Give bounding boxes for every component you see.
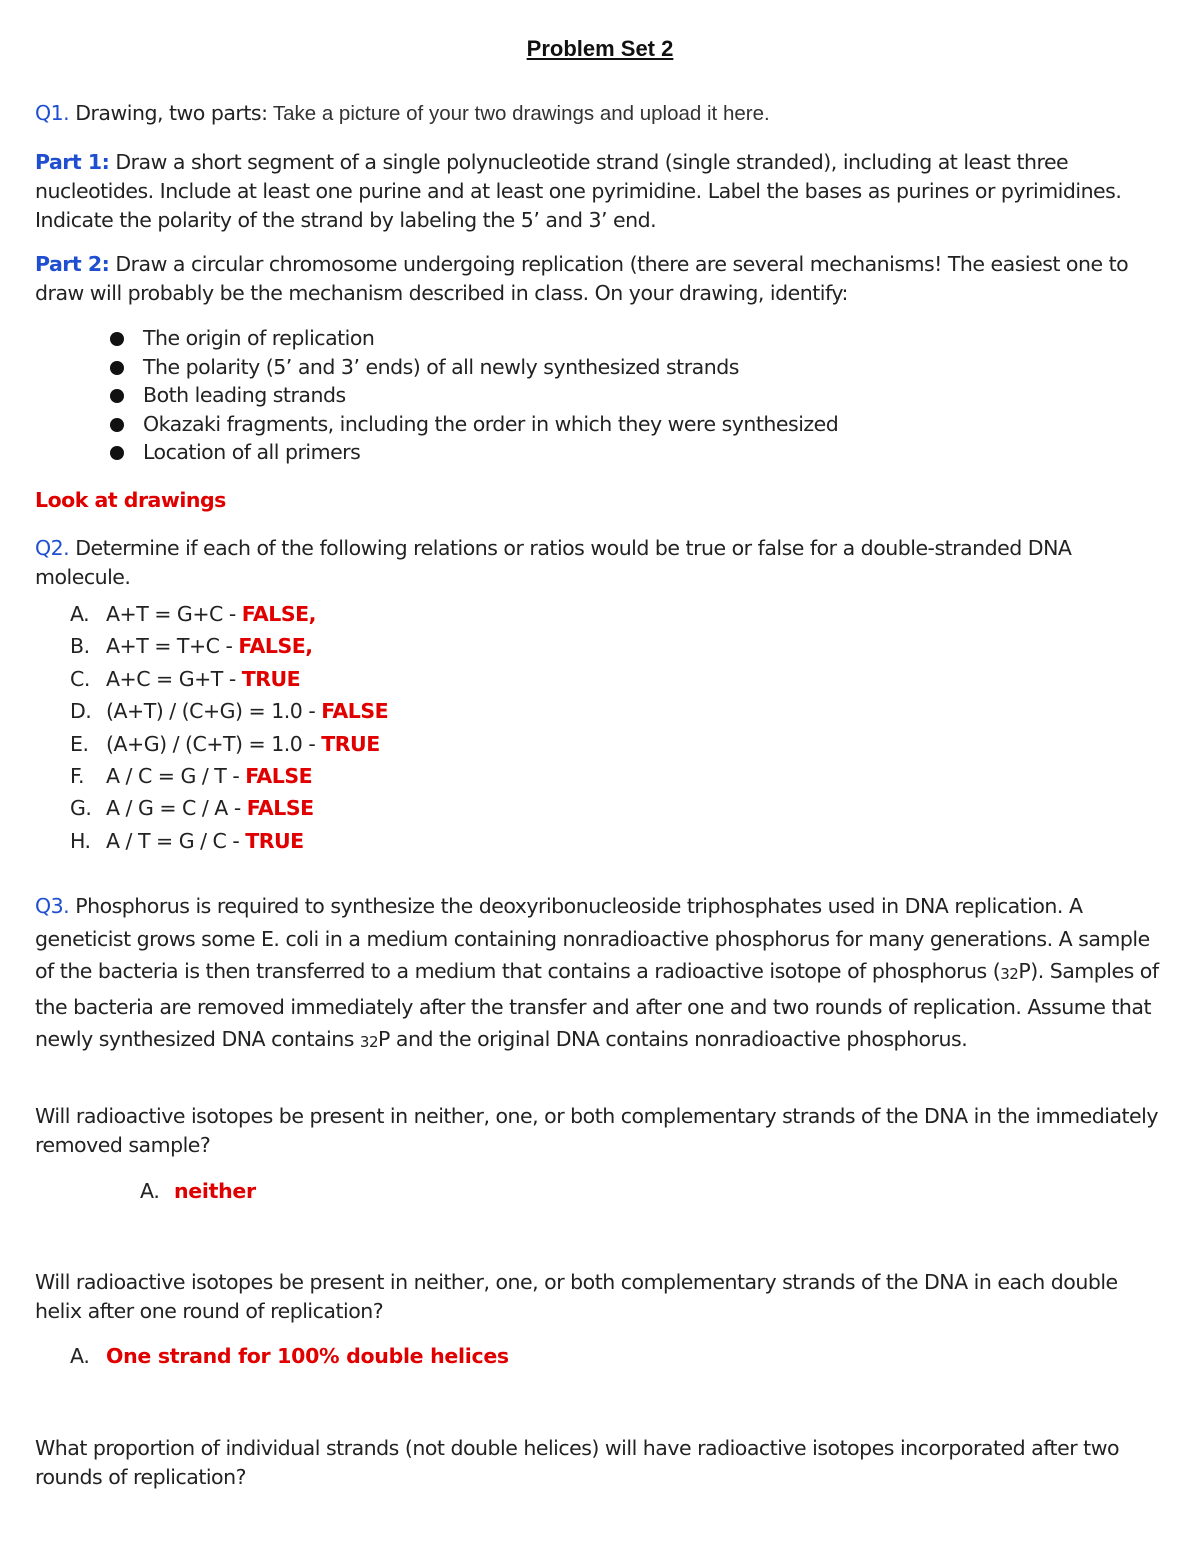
q1-answer: Look at drawings — [35, 488, 226, 512]
bullet-icon — [110, 389, 124, 403]
q3-body: Q3. Phosphorus is required to synthesize the deoxyribonucleoside triphosphates used in DNA replication. A geneticist grows some E. coli in a medium containing nonradioactive phosphorus for many generations. A sample of the bacteria is then transferred to a medium that contains a radioactive isotope of phosphorus $(_{32}P)$. Samples of the bacteria are removed immediately after the transfer and after one and two rounds of replication. Assume that newly synthesized DNA contains $_{32}$P and the original DNA contains nonradioactive phosphorus. — [35, 894, 1159, 1051]
list-item: C. A+C = G+T - TRUE — [70, 666, 301, 691]
list-item: D. (A+T) / (C+G) = 1.0 - FALSE — [70, 699, 389, 724]
q1-instruction: Take a picture of your two drawings and upload it here. — [267, 102, 770, 125]
list-item: B. A+T = T+C - FALSE, — [70, 634, 313, 659]
part2-label: Part 2: — [35, 252, 110, 276]
q1-intro: Drawing, two parts: — [69, 101, 268, 125]
bullet-icon — [110, 418, 124, 432]
part2-bullet-list — [110, 324, 838, 467]
list-item: F. A / C = G / T - FALSE — [70, 764, 313, 789]
isotope-mass-number: 32 — [359, 1033, 378, 1051]
q3-subquestion-1: Will radioactive isotopes be present in neither, one, or both complementary strands of the DNA in the immediately removed sample? — [35, 1104, 1158, 1157]
part2-text: Draw a circular chromosome undergoing replication (there are several mechanisms! The easiest one to draw will probably be the mechanism described in class. On your drawing, identify: — [35, 252, 1129, 305]
list-item: A. A+T = G+C - FALSE, — [70, 602, 316, 626]
list-item: Location of all primers — [110, 438, 838, 467]
q3-answer-2: A. One strand for 100% double helices — [70, 1344, 509, 1368]
list-item: E. (A+G) / (C+T) = 1.0 - TRUE — [70, 731, 380, 756]
list-item: Both leading strands — [110, 381, 838, 410]
list-item: H. A / T = G / C - TRUE — [70, 828, 304, 853]
part1-label: Part 1: — [35, 150, 110, 174]
q3-answer-1: A. neither — [140, 1179, 256, 1203]
q3-label: Q3. — [35, 894, 70, 918]
bullet-icon — [110, 361, 124, 375]
bullet-icon — [110, 446, 124, 460]
list-item: Okazaki fragments, including the order in which they were synthesized — [110, 410, 838, 439]
page-title: Problem Set 2 — [526, 36, 674, 61]
q2-heading — [35, 534, 1170, 592]
list-item: The polarity (5’ and 3’ ends) of all newly synthesized strands — [110, 353, 838, 382]
q2-label: Q2. — [35, 536, 70, 560]
isotope-mass-number: 32 — [1000, 965, 1019, 983]
q2-text: Determine if each of the following relations or ratios would be true or false for a double-stranded DNA molecule. — [35, 536, 1072, 589]
q3-subquestion-2: Will radioactive isotopes be present in neither, one, or both complementary strands of the DNA in each double helix after one round of replication? — [35, 1270, 1118, 1323]
list-item: G. A / G = C / A - FALSE — [70, 796, 314, 821]
q1-heading — [35, 99, 1170, 128]
list-item: The origin of replication — [110, 324, 838, 353]
q1-label: Q1. — [35, 101, 70, 125]
q3-subquestion-3: What proportion of individual strands (not double helices) will have radioactive isotopes incorporated after two rounds of replication? — [35, 1436, 1120, 1489]
q1-part2 — [35, 250, 1170, 308]
q1-part1 — [35, 148, 1170, 235]
q2-answer-list — [70, 598, 388, 857]
part1-text: Draw a short segment of a single polynucleotide strand (single stranded), including at least three nucleotides. Include at least one purine and at least one pyrimidine. Label the bases as purines or pyrimidines. Indicate the polarity of the strand by labeling the 5’ and 3’ end. — [35, 150, 1122, 232]
bullet-icon — [110, 332, 124, 346]
